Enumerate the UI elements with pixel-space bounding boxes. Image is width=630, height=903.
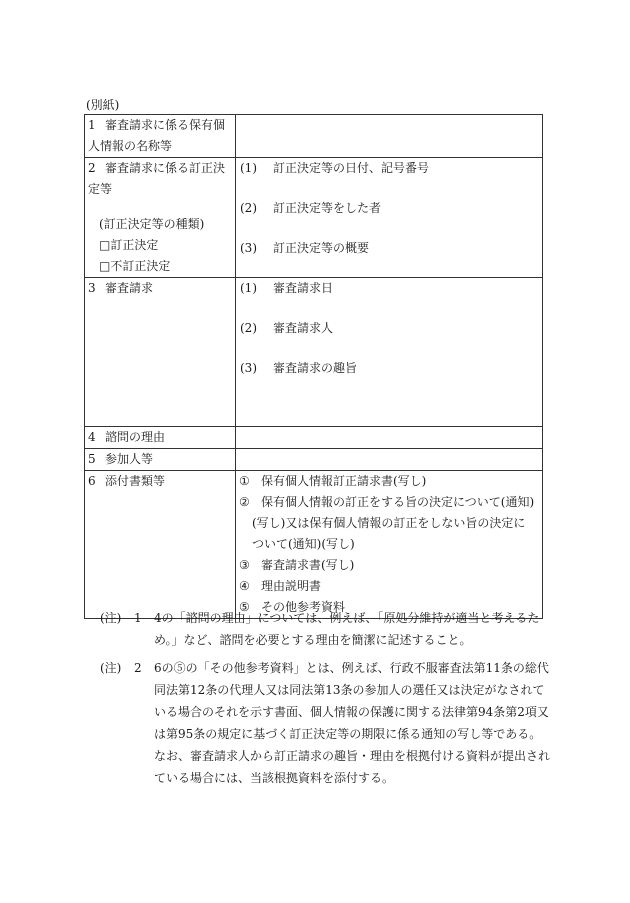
review-request-form-table [84, 114, 543, 619]
attachment-4-text: 理由説明書 [261, 579, 322, 593]
row5-label: 参加人等 [105, 452, 154, 466]
row-attachments [85, 471, 543, 619]
row3-item3-text: 審査請求の趣旨 [273, 361, 358, 375]
row4-label: 諮問の理由 [105, 430, 166, 444]
row2-item3-text: 訂正決定等の概要 [273, 241, 370, 255]
row2-item1-number: (1) [240, 161, 257, 175]
note-2-number: 2 [134, 661, 142, 675]
attachment-1-text: 保有個人情報訂正請求書(写し) [261, 474, 427, 488]
row1-label-cell [85, 115, 236, 158]
attachment-2-cont2-text: ついて(通知)(写し) [252, 537, 355, 551]
row3-label-cell [85, 278, 236, 427]
row4-value-cell [236, 427, 543, 449]
row-participants [85, 449, 543, 471]
row-inquiry-reason [85, 427, 543, 449]
row2-item1-text: 訂正決定等の日付、記号番号 [273, 161, 430, 175]
row2-number: 2 [88, 161, 96, 175]
row6-value-cell [236, 471, 543, 619]
row2-value-cell [236, 158, 543, 278]
attachment-3-number: ③ [239, 558, 250, 572]
row-correction-decision [85, 158, 543, 278]
row2-label-line2: 定等 [88, 182, 113, 196]
note-2 [100, 657, 550, 789]
attachment-1-number: ① [239, 474, 250, 488]
row5-number: 5 [88, 452, 96, 466]
row-personal-info-name [85, 115, 543, 158]
attachment-2-cont1-text: (写し)又は保有個人情報の訂正をしない旨の決定に [252, 516, 526, 530]
attachment-5-number: ⑤ [239, 600, 250, 614]
attachment-2-text: 保有個人情報の訂正をする旨の決定について(通知) [261, 495, 535, 509]
row6-label-cell [85, 471, 236, 619]
row2-label-cell [85, 158, 236, 278]
row5-label-cell [85, 449, 236, 471]
checkbox-non-correction-decision[interactable]: □不訂正決定 [99, 259, 171, 273]
row3-item2-number: (2) [240, 321, 257, 335]
row4-label-cell [85, 427, 236, 449]
decision-kind-label: (訂正決定等の種類) [99, 217, 205, 231]
row1-label-line1: 審査請求に係る保有個 [105, 118, 226, 132]
row2-label-line1: 審査請求に係る訂正決 [105, 161, 226, 175]
notes-section [100, 607, 550, 795]
attachment-2-number: ② [239, 495, 250, 509]
row5-value-cell [236, 449, 543, 471]
checkbox-correction-decision[interactable]: □訂正決定 [99, 238, 159, 252]
row3-item1-text: 審査請求日 [273, 281, 334, 295]
row1-value-cell [236, 115, 543, 158]
row2-item2-number: (2) [240, 201, 257, 215]
row2-item2-text: 訂正決定等をした者 [273, 201, 382, 215]
attachment-3-text: 審査請求書(写し) [261, 558, 355, 572]
row3-value-cell [236, 278, 543, 427]
row6-number: 6 [88, 474, 96, 488]
document-heading: (別紙) [86, 98, 120, 112]
row6-label: 添付書類等 [105, 474, 166, 488]
row-review-request [85, 278, 543, 427]
note-1 [100, 607, 550, 651]
note-1-text: 4の「諮問の理由」については、例えば、「原処分維持が適当と考えるため。」など、諮問を必要とする理由を簡潔に記述すること。 [154, 611, 540, 647]
note-1-number: 1 [134, 611, 142, 625]
note-2-text: 6の⑤の「その他参考資料」とは、例えば、行政不服審査法第11条の総代同法第12条の代理人又は同法第13条の参加人の選任又は決定がなされている場合のそれを示す書面、個人情報の保護に関する法律第94条第2項又は第95条の規定に基づく訂正決定等の期限に係る通知の写し等である。なお、審査請求人から訂正請求の趣旨・理由を根拠付ける資料が提出されている場合には、当該根拠資料を添付する。 [154, 661, 551, 785]
note-1-mark: (注) [100, 611, 122, 625]
row3-label: 審査請求 [105, 281, 154, 295]
row3-number: 3 [88, 281, 96, 295]
attachment-5-text: その他参考資料 [261, 600, 346, 614]
row1-number: 1 [88, 118, 96, 132]
row1-label-line2: 人情報の名称等 [88, 139, 173, 153]
attachment-4-number: ④ [239, 579, 250, 593]
row4-number: 4 [88, 430, 96, 444]
row3-item1-number: (1) [240, 281, 257, 295]
row3-item2-text: 審査請求人 [273, 321, 334, 335]
row3-item3-number: (3) [240, 361, 257, 375]
row2-item3-number: (3) [240, 241, 257, 255]
note-2-mark: (注) [100, 661, 122, 675]
